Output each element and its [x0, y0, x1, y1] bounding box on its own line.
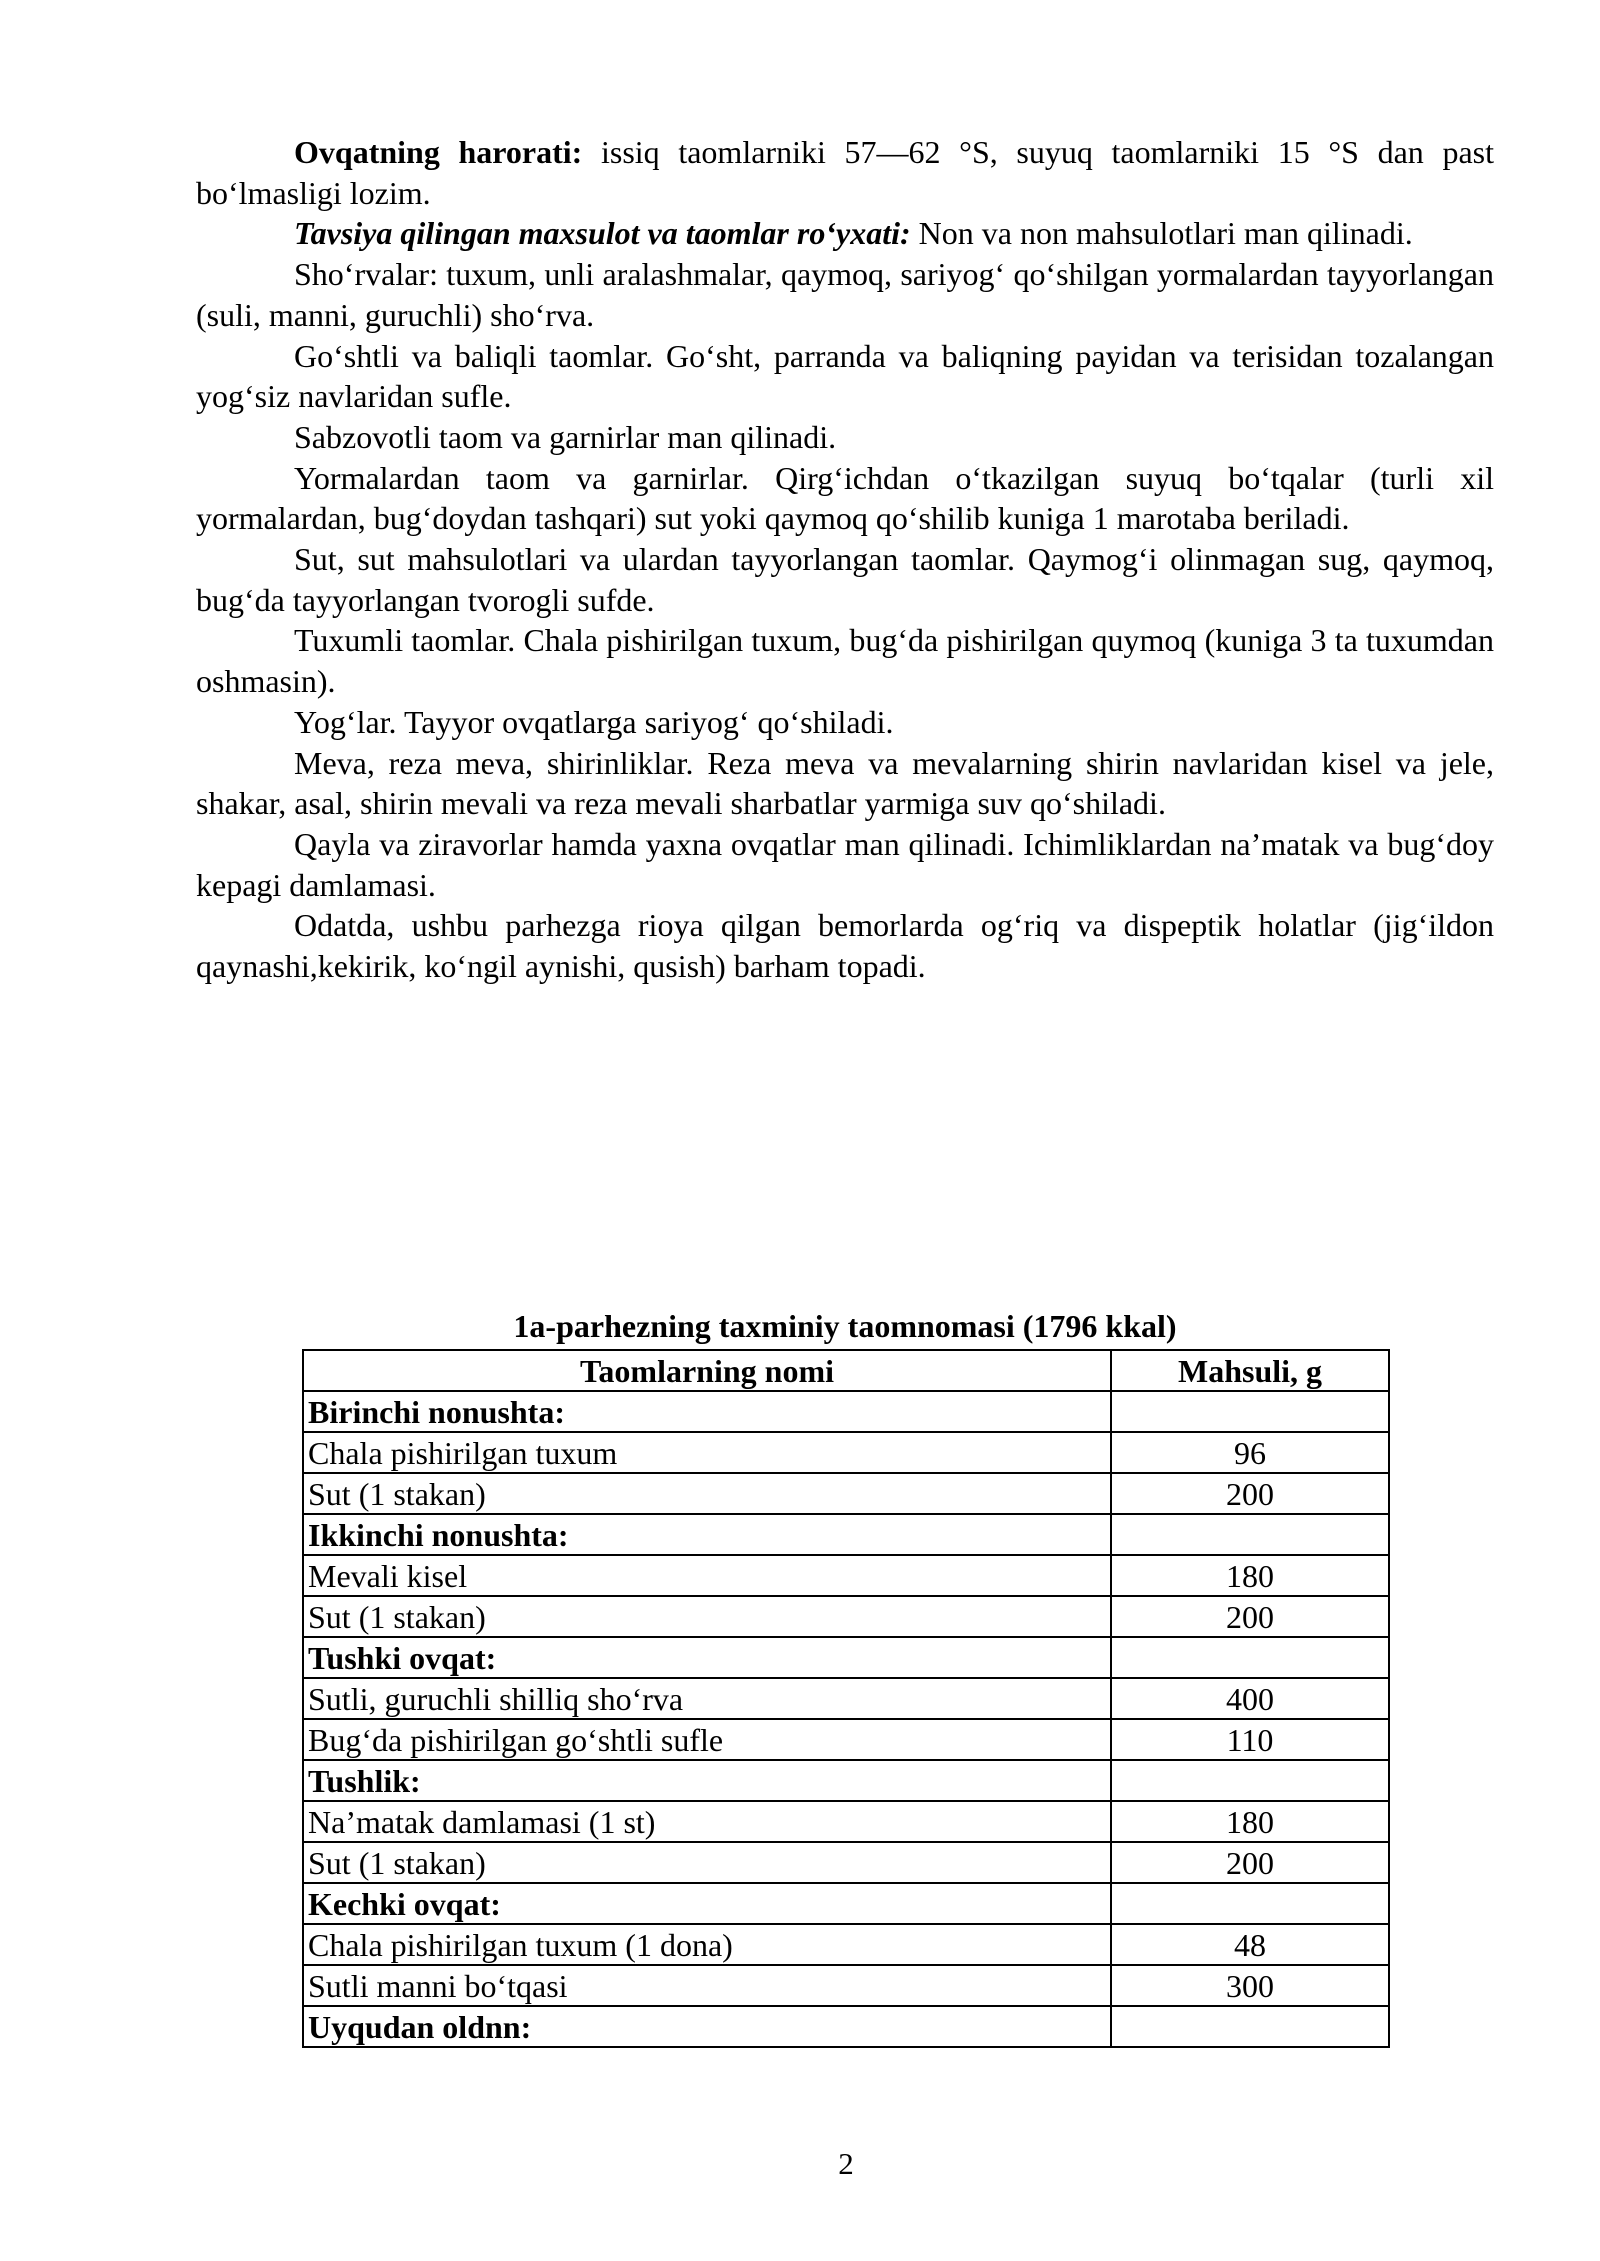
paragraph-temperature [196, 132, 1494, 213]
table-row [303, 1924, 1389, 1965]
meal-category: Ikkinchi nonushta: [303, 1514, 1111, 1555]
dish-name: Chala pishirilgan tuxum (1 dona) [303, 1924, 1111, 1965]
dish-amount: 48 [1111, 1924, 1389, 1965]
meal-category: Kechki ovqat: [303, 1883, 1111, 1924]
paragraph-lead: Tavsiya qilingan maxsulot va taomlar ro‘yxati: [294, 215, 911, 252]
dish-name: Sutli, guruchli shilliq sho‘rva [303, 1678, 1111, 1719]
page-number: 2 [838, 2146, 854, 2181]
diet-menu-table [302, 1349, 1390, 2048]
table-row [303, 1801, 1389, 1842]
table-category-row [303, 1760, 1389, 1801]
dish-name: Na’matak damlamasi (1 st) [303, 1801, 1111, 1842]
paragraph-eggs: Tuxumli taomlar. Chala pishirilgan tuxum, bug‘da pishirilgan quymoq (kuniga 3 ta tuxumdan oshmasin). [196, 622, 1494, 700]
dish-amount: 110 [1111, 1719, 1389, 1760]
table-category-row [303, 1883, 1389, 1924]
dish-amount: 300 [1111, 1965, 1389, 2006]
meal-category: Tushki ovqat: [303, 1637, 1111, 1678]
table-caption: 1a-parhezning taxminiy taomnomasi (1796 kkal) [513, 1308, 1177, 1344]
dish-name: Bug‘da pishirilgan go‘shtli sufle [303, 1719, 1111, 1760]
dish-name: Chala pishirilgan tuxum [303, 1432, 1111, 1473]
paragraph-fats: Yog‘lar. Tayyor ovqatlarga sariyog‘ qo‘shiladi. [294, 703, 894, 740]
paragraph-cereals: Yormalardan taom va garnirlar. Qirg‘ichdan o‘tkazilgan suyuq bo‘tqalar (turli xil yormalardan, bug‘doydan tashqari) sut yoki qaymoq qo‘shilib kuniga 1 marotaba beriladi. [196, 459, 1494, 537]
dish-amount [1111, 1637, 1389, 1678]
paragraph-conclusion: Odatda, ushbu parhezga rioya qilgan bemorlarda og‘riq va dispeptik holatlar (jig‘ildon qaynashi,kekirik, ko‘ngil aynishi, qusish) barham topadi. [196, 907, 1494, 985]
table-category-row [303, 1514, 1389, 1555]
paragraph-soups: Sho‘rvalar: tuxum, unli aralashmalar, qaymoq, sariyog‘ qo‘shilgan yormalardan tayyorlangan (suli, manni, guruchli) sho‘rva. [196, 256, 1494, 333]
dish-amount: 180 [1111, 1801, 1389, 1842]
table-row [303, 1473, 1389, 1514]
body-text [196, 132, 1494, 987]
dish-amount [1111, 1514, 1389, 1555]
table-row [303, 1965, 1389, 2006]
paragraph-lead: Ovqatning harorati: [294, 134, 583, 170]
header-dish-name: Taomlarning nomi [303, 1350, 1111, 1391]
dish-amount: 400 [1111, 1678, 1389, 1719]
dish-amount: 200 [1111, 1842, 1389, 1883]
paragraph-vegetables: Sabzovotli taom va garnirlar man qilinadi. [294, 418, 837, 455]
dish-name: Sutli manni bo‘tqasi [303, 1965, 1111, 2006]
paragraph-meat-fish: Go‘shtli va baliqli taomlar. Go‘sht, parranda va baliqning payidan va terisidan tozalangan yog‘siz navlaridan sufle. [196, 337, 1494, 415]
table-row [303, 1555, 1389, 1596]
dish-name: Sut (1 stakan) [303, 1842, 1111, 1883]
meal-category: Uyqudan oldnn: [303, 2006, 1111, 2047]
table-category-row [303, 1637, 1389, 1678]
dish-amount [1111, 1883, 1389, 1924]
paragraph-text: issiq taomlarniki 57—62 °S, suyuq taomlarniki 15 °S dan past bo‘lmasligi lozim. [196, 134, 1495, 211]
paragraph-text: Non va non mahsulotlari man qilinadi. [910, 215, 1413, 252]
dish-name: Sut (1 stakan) [303, 1473, 1111, 1514]
meal-category: Tushlik: [303, 1760, 1111, 1801]
paragraph-dairy: Sut, sut mahsulotlari va ulardan tayyorlangan taomlar. Qaymog‘i olinmagan sug, qaymoq, bug‘da tayyorlangan tvorogli sufde. [196, 541, 1494, 618]
dish-amount [1111, 2006, 1389, 2047]
dish-name: Mevali kisel [303, 1555, 1111, 1596]
header-amount: Mahsuli, g [1111, 1350, 1389, 1391]
table-row [303, 1432, 1389, 1473]
dish-amount: 96 [1111, 1432, 1389, 1473]
table-category-row [303, 1391, 1389, 1432]
meal-category: Birinchi nonushta: [303, 1391, 1111, 1432]
table-header-row [303, 1350, 1389, 1391]
dish-amount [1111, 1391, 1389, 1432]
table-row [303, 1596, 1389, 1637]
dish-amount [1111, 1760, 1389, 1801]
table-body [303, 1391, 1389, 2047]
dish-name: Sut (1 stakan) [303, 1596, 1111, 1637]
dish-amount: 200 [1111, 1473, 1389, 1514]
table-row [303, 1842, 1389, 1883]
dish-amount: 180 [1111, 1555, 1389, 1596]
paragraph-fruits: Meva, reza meva, shirinliklar. Reza meva va mevalarning shirin navlaridan kisel va jele, shakar, asal, shirin mevali va reza mevali sharbatlar yarmiga suv qo‘shiladi. [196, 744, 1494, 822]
table-row [303, 1678, 1389, 1719]
table-category-row [303, 2006, 1389, 2047]
paragraph-sauces-drinks: Qayla va ziravorlar hamda yaxna ovqatlar man qilinadi. Ichimliklardan na’matak va bug‘doy kepagi damlamasi. [196, 825, 1494, 903]
paragraph-recommended-list [196, 213, 1494, 254]
dish-amount: 200 [1111, 1596, 1389, 1637]
table-row [303, 1719, 1389, 1760]
